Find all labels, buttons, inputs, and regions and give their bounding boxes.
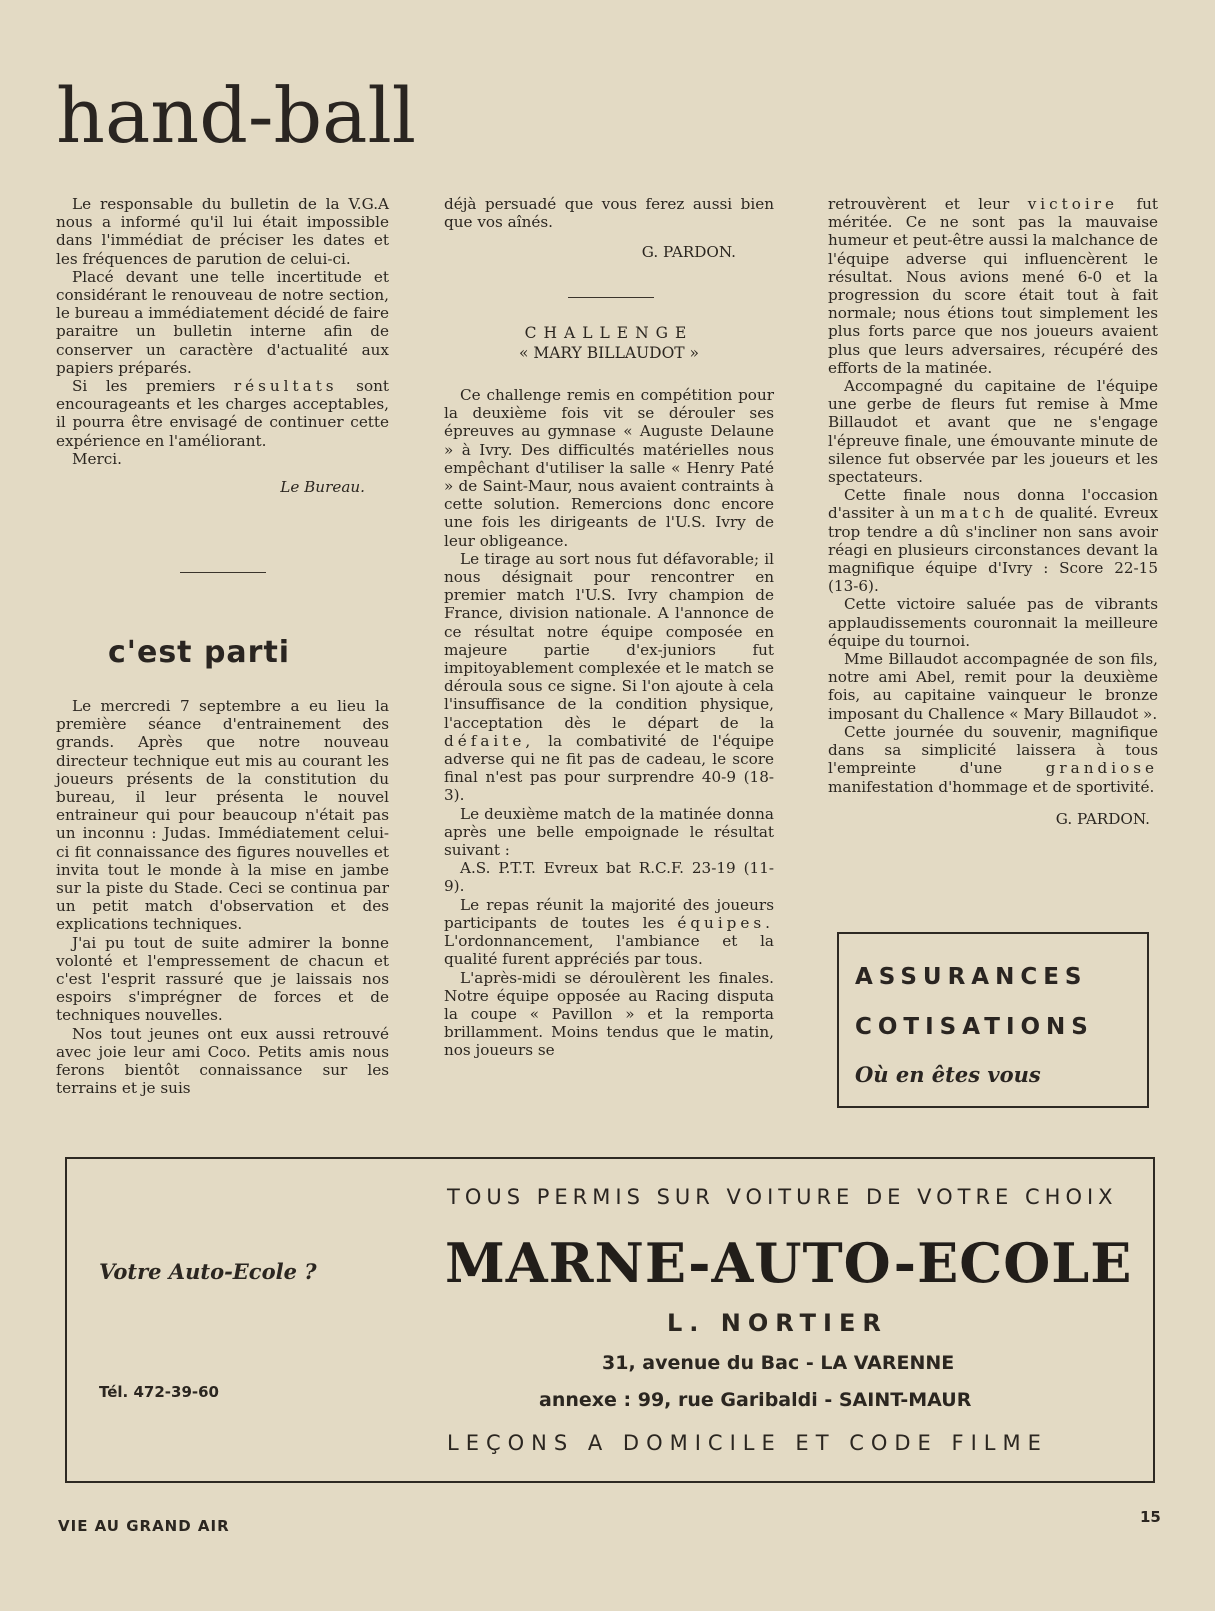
ad-brand: MARNE-AUTO-ECOLE bbox=[445, 1231, 1133, 1295]
challenge-title: CHALLENGE bbox=[524, 324, 694, 342]
text-run: Le repas réunit la majorité des joueurs participants de toutes les bbox=[444, 895, 774, 932]
text-run: Cette journée du souvenir, magnifique dans sa simplicité laissera à tous l'empreinte d'une bbox=[828, 722, 1158, 778]
paragraph: L'après-midi se déroulèrent les finales. Notre équipe opposée au Racing disputa la coupe « Pavillon » et la remporta brillamment. Moins tendus que le matin, nos joueurs se bbox=[444, 968, 774, 1060]
paragraph: Merci. bbox=[72, 449, 122, 468]
text-run: fut méritée. Ce ne sont pas la mauvaise humeur et peut-être aussi la malchance de l'équipe adverse qui influencèrent le résultat. Nous avions mené 6-0 et la progression du score était tout à fait normale; nous étions tout simplement les plus forts parce que nos joueurs avaient plus que leurs adversaires, récupéré des efforts de la matinée. bbox=[828, 195, 1159, 377]
divider bbox=[568, 297, 654, 298]
section-heading: c'est parti bbox=[108, 635, 291, 670]
signature: Le Bureau. bbox=[280, 478, 365, 497]
column-2 bbox=[444, 195, 774, 262]
column-1-section bbox=[56, 697, 389, 1097]
column-2-body bbox=[444, 386, 774, 1060]
box-line-cotisations: COTISATIONS bbox=[855, 1014, 1094, 1040]
column-3 bbox=[828, 195, 1158, 828]
ad-annex-address: annexe : 99, rue Garibaldi - SAINT-MAUR bbox=[539, 1389, 972, 1411]
paragraph bbox=[444, 896, 774, 969]
ad-phone: Tél. 472-39-60 bbox=[99, 1383, 219, 1401]
text-run: grandiose bbox=[1045, 759, 1158, 778]
ad-owner: L. NORTIER bbox=[667, 1309, 888, 1337]
paragraph bbox=[828, 723, 1158, 796]
divider bbox=[180, 572, 266, 573]
reminder-box bbox=[837, 932, 1149, 1108]
ad-tagline: TOUS PERMIS SUR VOITURE DE VOTRE CHOIX bbox=[447, 1185, 1118, 1209]
paragraph: Le responsable du bulletin de la V.G.A nous a informé qu'il lui était impossible dans l'immédiat de préciser les dates et les fréquences de parution de celui-ci. bbox=[56, 195, 389, 268]
paragraph: Mme Billaudot accompagnée de son fils, notre ami Abel, remit pour la deuxième fois, au capitaine vainqueur le bronze imposant du Challence « Mary Billaudot ». bbox=[828, 650, 1158, 723]
paragraph bbox=[828, 486, 1158, 595]
text-run: la combativité de l'équipe adverse qui ne fit pas de cadeau, le score final n'est pas pour surprendre 40-9 (18-3). bbox=[444, 731, 775, 805]
paragraph: Nos tout jeunes ont eux aussi retrouvé avec joie leur ami Coco. Petits amis nous ferons bientôt connaissance sur les terrains et je suis bbox=[56, 1024, 389, 1098]
paragraph bbox=[444, 550, 774, 805]
column-1 bbox=[56, 195, 389, 496]
paragraph bbox=[828, 195, 1158, 377]
paragraph: Accompagné du capitaine de l'équipe une gerbe de fleurs fut remise à Mme Billaudot et avant que ne s'engage l'épreuve finale, une émouvante minute de silence fut observée par les joueurs et les spectateurs. bbox=[828, 377, 1158, 487]
box-line-assurances: ASSURANCES bbox=[855, 964, 1088, 990]
text-run: match bbox=[940, 504, 1009, 523]
paragraph: J'ai pu tout de suite admirer la bonne volonté et l'empressement de chacun et c'est l'esprit rassuré que je laissais nos espoirs s'imprégner de forces et de techniques nouvelles. bbox=[56, 933, 389, 1025]
text-run: équipes. bbox=[677, 913, 775, 932]
box-line-question: Où en êtes vous bbox=[855, 1062, 1041, 1087]
ad-address: 31, avenue du Bac - LA VARENNE bbox=[602, 1352, 955, 1374]
text-run: retrouvèrent et leur bbox=[828, 195, 1010, 213]
ad-slogan: Votre Auto-Ecole ? bbox=[99, 1259, 317, 1284]
ad-footer-line: LEÇONS A DOMICILE ET CODE FILME bbox=[447, 1431, 1048, 1455]
text-run: résultats bbox=[233, 377, 338, 396]
paragraph: Le deuxième match de la matinée donna après une belle empoignade le résultat suivant : bbox=[444, 804, 774, 860]
paragraph: Ce challenge remis en compétition pour la deuxième fois vit se dérouler ses épreuves au gymnase « Auguste Delaune » à Ivry. Des difficultés matérielles nous empêchant d'utiliser la salle « Henry Paté » de Saint-Maur, nous avaient contraints à cette solution. Remercions donc encore une fois les dirigeants de l'U.S. Ivry de leur obligeance. bbox=[444, 386, 774, 550]
text-run: Cette finale nous donna l'occasion d'assiter à un bbox=[828, 486, 1158, 523]
paragraph: déjà persuadé que vous ferez aussi bien que vos aînés. bbox=[444, 195, 774, 232]
magazine-name: VIE AU GRAND AIR bbox=[58, 1517, 230, 1535]
paragraph bbox=[56, 377, 389, 450]
text-run: de qualité. Evreux trop tendre a dû s'incliner non sans avoir réagi en plusieurs circonstances devant la magnifique équipe d'Ivry : Score 22-15 (13-6). bbox=[828, 504, 1159, 596]
paragraph: Placé devant une telle incertitude et considérant le renouveau de notre section, le bureau a immédiatement décidé de faire paraitre un bulletin interne afin de conserver un caractère d'actualité aux papiers préparés. bbox=[56, 267, 389, 377]
text-run: sont encourageants et les charges acceptables, il pourra être envisagé de continuer cette expérience en l'améliorant. bbox=[56, 377, 389, 450]
challenge-heading bbox=[444, 323, 774, 363]
signature: G. PARDON. bbox=[1055, 809, 1150, 828]
signature: G. PARDON. bbox=[641, 243, 736, 262]
challenge-subtitle: « MARY BILLAUDOT » bbox=[518, 344, 700, 362]
text-run: Si les premiers bbox=[72, 377, 216, 396]
advertisement bbox=[65, 1157, 1155, 1483]
text-run: Le tirage au sort nous fut défavorable; il nous désignait pour rencontrer en premier match l'U.S. Ivry champion de France, division nationale. A l'annonce de ce résultat notre équipe composée en majeure partie d'ex-juniors fut impitoyablement complexée et le match se déroula sous ce signe. Si l'on ajoute à cela l'insuffisance de la condition physique, l'acceptation dès le départ de la bbox=[444, 549, 774, 732]
text-run: victoire bbox=[1027, 195, 1118, 213]
text-run: manifestation d'hommage et de sportivité. bbox=[828, 777, 1155, 796]
text-run: défaite, bbox=[444, 731, 535, 750]
paragraph: Le mercredi 7 septembre a eu lieu la première séance d'entrainement des grands. Après que notre nouveau directeur technique eut mis au courant les joueurs présents de la constitution du bureau, il leur présenta le nouvel entraineur qui pour beaucoup n'était pas un inconnu : Judas. Immédiatement celui-ci fit connaissance des figures nouvelles et invita tout le monde à la mise en jambe sur la piste du Stade. Ceci se continua par un petit match d'observation et des explications techniques. bbox=[56, 697, 389, 934]
text-run: L'ordonnancement, l'ambiance et la qualité furent appréciés par tous. bbox=[444, 932, 774, 969]
paragraph: Cette victoire saluée pas de vibrants applaudissements couronnait la meilleure équipe du tournoi. bbox=[828, 595, 1158, 650]
page-number: 15 bbox=[1140, 1508, 1161, 1526]
paragraph: A.S. P.T.T. Evreux bat R.C.F. 23-19 (11-9). bbox=[444, 859, 774, 896]
page-title: hand-ball bbox=[56, 71, 417, 160]
